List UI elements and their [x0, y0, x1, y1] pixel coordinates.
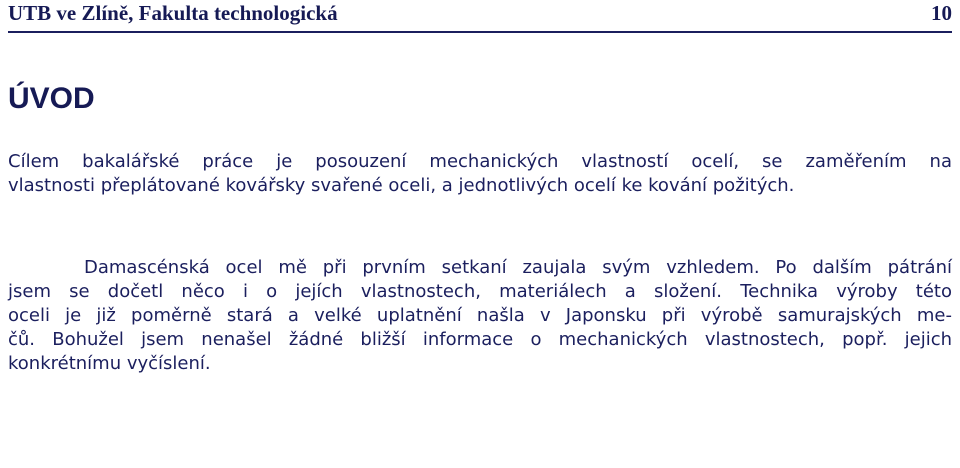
header-rule	[8, 31, 952, 33]
running-header	[8, 0, 952, 34]
paragraph-line: čů. Bohužel jsem nenašel žádné bližší informace o mechanických vlastnostech, popř. jejich	[8, 329, 952, 350]
paragraph-line: konkrétnímu vyčíslení.	[8, 353, 211, 374]
paragraph-motivation	[8, 256, 952, 376]
paragraph-line: vlastnosti přeplátované kovářsky svařené oceli, a jednotlivých ocelí ke kování požitých.	[8, 175, 795, 196]
paragraph-line: Damascénská ocel mě při prvním setkaní zaujala svým vzhledem. Po dalším pátrání	[84, 257, 952, 278]
chapter-title: ÚVOD	[8, 82, 95, 115]
paragraph-line: oceli je již poměrně stará a velké uplatnění našla v Japonsku při výrobě samurajských me-	[8, 305, 952, 326]
page-number: 10	[931, 1, 952, 25]
paragraph-aim	[8, 150, 952, 198]
paragraph-line: jsem se dočetl něco i o jejích vlastnostech, materiálech a složení. Technika výroby této	[8, 281, 952, 302]
paragraph-line: Cílem bakalářské práce je posouzení mechanických vlastností ocelí, se zaměřením na	[8, 151, 952, 172]
header-title: UTB ve Zlíně, Fakulta technologická	[8, 1, 338, 25]
